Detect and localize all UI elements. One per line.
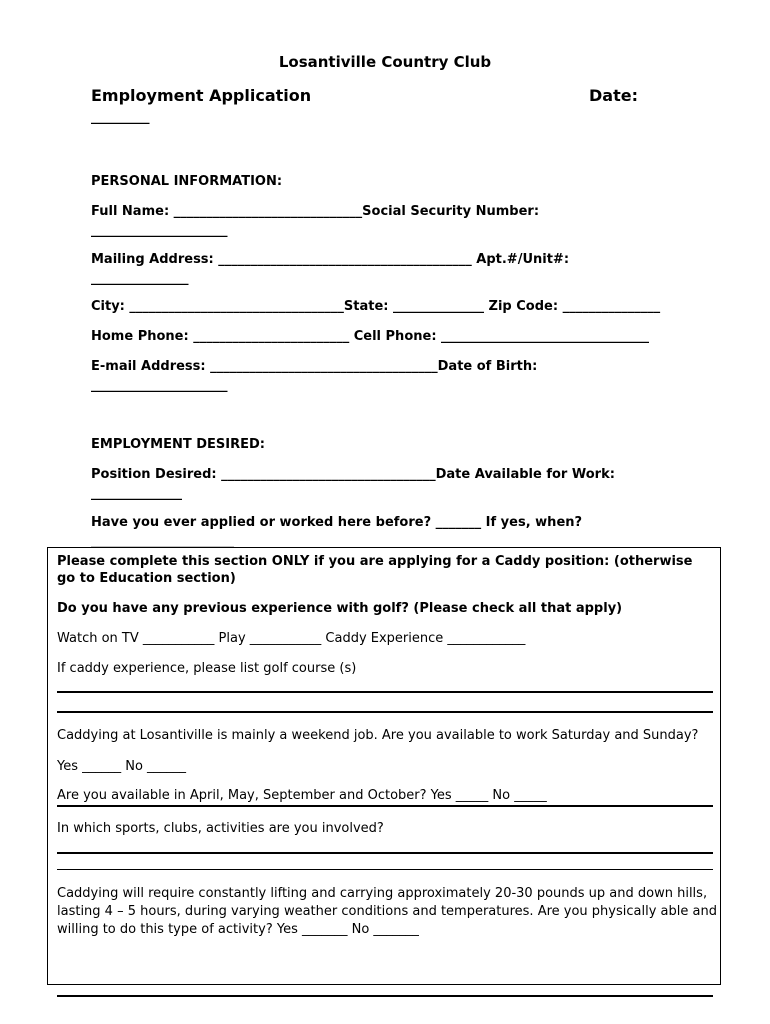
golf-course-answer-line-2[interactable] bbox=[57, 711, 713, 713]
phone-line[interactable]: Home Phone: ________________________ Cell Phone: ________________________________ bbox=[91, 329, 650, 344]
months-divider bbox=[57, 805, 713, 807]
golf-experience-options[interactable]: Watch on TV ___________ Play ___________ Caddy Experience ____________ bbox=[57, 631, 526, 646]
personal-info-heading: PERSONAL INFORMATION: bbox=[91, 174, 283, 189]
full-name-ssn-line[interactable]: Full Name: _____________________________Social Security Number: bbox=[91, 204, 540, 219]
sports-answer-line-2[interactable] bbox=[57, 869, 713, 870]
golf-course-prompt: If caddy experience, please list golf course (s) bbox=[57, 661, 357, 676]
employment-desired-heading: EMPLOYMENT DESIRED: bbox=[91, 437, 266, 452]
email-dob-line[interactable]: E-mail Address: ___________________________________Date of Birth: bbox=[91, 359, 538, 374]
weekend-answer[interactable]: Yes ______ No ______ bbox=[57, 759, 187, 774]
weekend-question: Caddying at Losantiville is mainly a weekend job. Are you available to work Saturday and Sunday? bbox=[57, 728, 699, 743]
club-name: Losantiville Country Club bbox=[278, 53, 492, 71]
dob-field[interactable]: _____________________ bbox=[91, 378, 228, 393]
physical-question[interactable]: Caddying will require constantly lifting and carrying approximately 20-30 pounds up and down hills, lasting 4 – 5 hours, during varying weather conditions and temperatures. Are you physically able and willing to do this type of activity? Yes _______ No _______ bbox=[57, 886, 717, 937]
sports-answer-line-1[interactable] bbox=[57, 852, 713, 854]
sports-question: In which sports, clubs, activities are you involved? bbox=[57, 821, 384, 836]
mailing-address-line[interactable]: Mailing Address: _______________________________________ Apt.#/Unit#: bbox=[91, 252, 570, 267]
applied-before-line[interactable]: Have you ever applied or worked here before? _______ If yes, when? bbox=[91, 515, 583, 530]
golf-course-answer-line-1[interactable] bbox=[57, 691, 713, 693]
position-desired-line[interactable]: Position Desired: _________________________________Date Available for Work: bbox=[91, 467, 615, 482]
golf-experience-question: Do you have any previous experience with golf? (Please check all that apply) bbox=[57, 601, 623, 616]
date-field[interactable]: _________ bbox=[91, 110, 150, 125]
months-question[interactable]: Are you available in April, May, September and October? Yes _____ No _____ bbox=[57, 788, 547, 803]
apt-unit-field[interactable]: _______________ bbox=[91, 271, 189, 286]
date-available-field[interactable]: ______________ bbox=[91, 486, 182, 501]
caddy-intro: Please complete this section ONLY if you are applying for a Caddy position: (otherwise go to Education section) bbox=[57, 554, 693, 586]
applied-when-field[interactable]: ______________________ bbox=[91, 534, 234, 549]
city-state-zip-line[interactable]: City: _________________________________State: ______________ Zip Code: _______________ bbox=[91, 299, 661, 314]
date-label: Date: bbox=[589, 86, 638, 105]
bottom-rule bbox=[57, 995, 713, 997]
form-heading: Employment Application bbox=[91, 86, 312, 105]
ssn-field[interactable]: _____________________ bbox=[91, 223, 228, 238]
